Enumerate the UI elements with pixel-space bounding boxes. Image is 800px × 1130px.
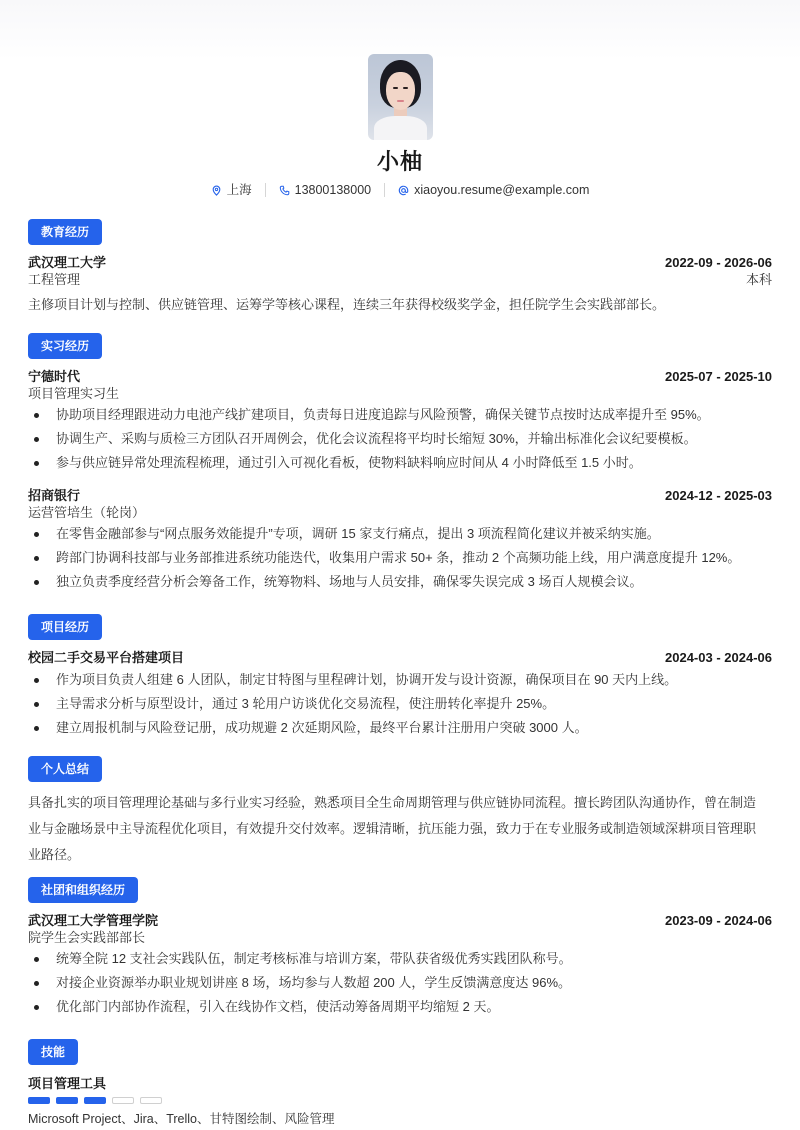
internship-bullets: [28, 403, 772, 475]
project-header: [28, 649, 772, 667]
section-badge-skills: 技能: [28, 1039, 78, 1065]
internship-dates: 2024-12 - 2025-03: [665, 488, 772, 503]
major: 工程管理: [28, 272, 81, 287]
list-item: 跨部门协调科技部与业务部推进系统功能迭代，收集用户需求 50+ 条，推动 2 个高频功能上线，用户满意度提升 12%。: [28, 546, 772, 570]
location-text: 上海: [226, 183, 252, 197]
role: 院学生会实践部部长: [28, 930, 146, 945]
phone-icon: [279, 185, 290, 196]
role: 运营管培生（轮岗）: [28, 505, 146, 520]
at-email-icon: [398, 185, 409, 196]
contact-location: [211, 181, 252, 199]
phone-text[interactable]: 13800138000: [294, 183, 372, 197]
education-header: [28, 254, 772, 272]
section-badge-internships: 实习经历: [28, 333, 102, 359]
section-badge-organizations: 社团和组织经历: [28, 877, 138, 903]
section-badge-summary: 个人总结: [28, 756, 102, 782]
summary-line: 具备扎实的项目管理理论基础与多行业实习经验，熟悉项目全生命周期管理与供应链协同流程。擅长跨团队沟通协作，曾在制造: [28, 795, 757, 810]
list-item: 协助项目经理跟进动力电池产线扩建项目，负责每日进度追踪与风险预警，确保关键节点按时达成率提升至 95%。: [28, 403, 772, 427]
organization-role-row: [28, 929, 772, 947]
internship-dates: 2025-07 - 2025-10: [665, 369, 772, 384]
skill-level-segment-filled: [28, 1097, 50, 1104]
internship-header: [28, 487, 772, 505]
profile-photo: [368, 54, 433, 140]
skill-level-segment-filled: [84, 1097, 106, 1104]
education-dates: 2022-09 - 2026-06: [665, 255, 772, 270]
divider: [265, 183, 266, 197]
resume-header: [0, 54, 800, 199]
list-item: 对接企业资源举办职业规划讲座 8 场，场均参与人数超 200 人，学生反馈满意度达 96%。: [28, 971, 772, 995]
summary-line: 业与金融场景中主导流程优化项目，有效提升交付效率。逻辑清晰，抗压能力强，致力于在专业服务或制造领域深耕项目管理职: [28, 821, 757, 836]
list-item: 优化部门内部协作流程，引入在线协作文档，使活动筹备周期平均缩短 2 天。: [28, 995, 772, 1019]
contact-info: [0, 181, 800, 199]
list-item: 协调生产、采购与质检三方团队召开周例会，优化会议流程将平均时长缩短 30%，并输出标准化会议纪要模板。: [28, 427, 772, 451]
skill-level-segment-empty: [112, 1097, 134, 1104]
organization-name: 武汉理工大学管理学院: [28, 913, 159, 928]
location-pin-icon: [211, 185, 222, 196]
list-item: 统筹全院 12 支社会实践队伍，制定考核标准与培训方案，带队获省级优秀实践团队称号。: [28, 947, 772, 971]
role: 项目管理实习生: [28, 386, 120, 401]
company-name: 招商银行: [28, 488, 81, 503]
skill-level-segment-filled: [56, 1097, 78, 1104]
company-name: 宁德时代: [28, 369, 81, 384]
email-text[interactable]: xiaoyou.resume@example.com: [414, 183, 590, 197]
project-name: 校园二手交易平台搭建项目: [28, 650, 185, 665]
organization-dates: 2023-09 - 2024-06: [665, 913, 772, 928]
summary-line: 业路径。: [28, 847, 81, 862]
internship-role-row: [28, 504, 772, 522]
list-item: 在零售金融部参与“网点服务效能提升”专项，调研 15 家支行痛点，提出 3 项流程简化建议并被采纳实施。: [28, 522, 772, 546]
degree: 本科: [745, 272, 772, 287]
education-description: 主修项目计划与控制、供应链管理、运筹学等核心课程，连续三年获得校级奖学金，担任院学生会实践部部长。: [28, 297, 666, 312]
skill-name: 项目管理工具: [28, 1076, 107, 1091]
skill-level-bar: [28, 1097, 162, 1104]
candidate-name: 小柚: [376, 149, 423, 174]
organization-bullets: [28, 947, 772, 1019]
contact-email: [398, 181, 589, 199]
organization-header: [28, 912, 772, 930]
list-item: 独立负责季度经营分析会筹备工作，统筹物料、场地与人员安排，确保零失误完成 3 场百人规模会议。: [28, 570, 772, 594]
contact-phone: [279, 181, 371, 199]
education-subheader: [28, 271, 772, 289]
list-item: 主导需求分析与原型设计，通过 3 轮用户访谈优化交易流程，使注册转化率提升 25%。: [28, 692, 772, 716]
list-item: 作为项目负责人组建 6 人团队，制定甘特图与里程碑计划，协调开发与设计资源，确保项目在 90 天内上线。: [28, 668, 772, 692]
project-bullets: [28, 668, 772, 740]
summary-text: [28, 790, 772, 868]
list-item: 参与供应链异常处理流程梳理，通过引入可视化看板，使物料缺料响应时间从 4 小时降低至 1.5 小时。: [28, 451, 772, 475]
internship-header: [28, 368, 772, 386]
section-badge-education: 教育经历: [28, 219, 102, 245]
school-name: 武汉理工大学: [28, 255, 107, 270]
internship-role-row: [28, 385, 772, 403]
skill-level-segment-empty: [140, 1097, 162, 1104]
project-dates: 2024-03 - 2024-06: [665, 650, 772, 665]
divider: [384, 183, 385, 197]
section-badge-projects: 项目经历: [28, 614, 102, 640]
internship-bullets: [28, 522, 772, 594]
skill-description: Microsoft Project、Jira、Trello、甘特图绘制、风险管理: [28, 1112, 335, 1126]
list-item: 建立周报机制与风险登记册，成功规避 2 次延期风险，最终平台累计注册用户突破 3000 人。: [28, 716, 772, 740]
